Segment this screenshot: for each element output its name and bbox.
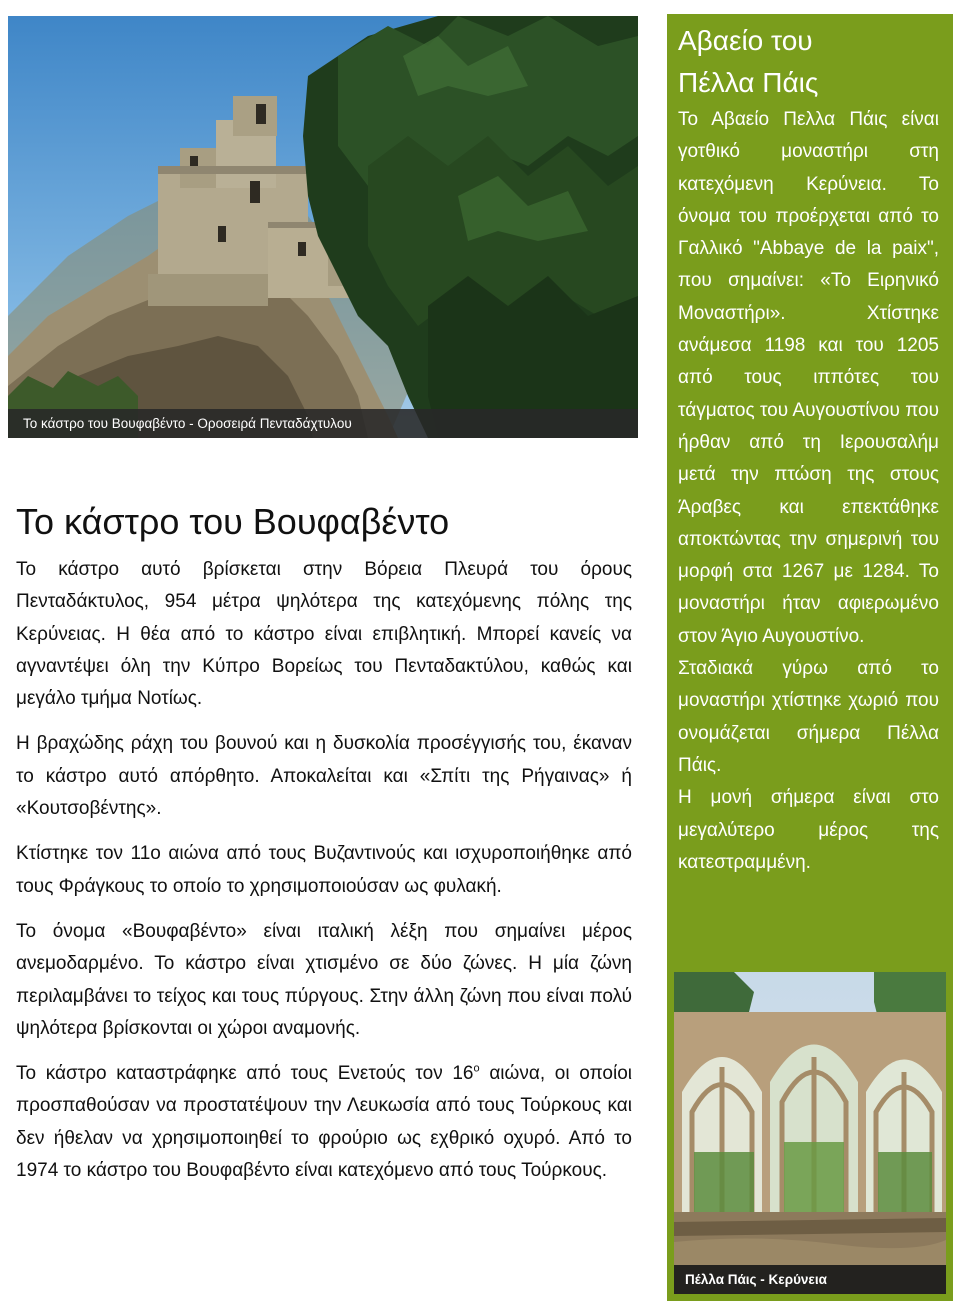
abbey-photo: [674, 972, 946, 1294]
sidebar-title: [667, 14, 953, 104]
article-paragraph-1: Το κάστρο αυτό βρίσκεται στην Βόρεια Πλευρά του όρους Πενταδάκτυλος, 954 μέτρα ψηλότερα της κατεχόμενης πόλης της Κερύνειας. Η θέα από το κάστρο είναι επιβλητική. Μπορεί κανείς να αγναντέψει όλη την Κύπρο Βορείως του Πενταδακτύλου, καθώς και μεγάλο τμήμα Νοτίως.: [16, 559, 632, 710]
article-title: Το κάστρο του Βουφαβέντο: [16, 501, 450, 542]
article-paragraph-3: Κτίστηκε τον 11ο αιώνα από τους Βυζαντινούς και ισχυροποιήθηκε από τους Φράγκους το οποίο το χρησιμοποιούσαν ως φυλακή.: [16, 843, 632, 897]
abbey-sidebar: [667, 14, 953, 1301]
sidebar-paragraph-3: Η μονή σήμερα είναι στο μεγαλύτερο μέρος της κατεστραμμένη.: [678, 787, 939, 873]
article-paragraph-2: Η βραχώδης ράχη του βουνού και η δυσκολία προσέγγισής του, έκαναν το κάστρο αυτό απόρθητο. Αποκαλείται και «Σπίτι της Ρήγαινας» ή «Κουτσοβέντης».: [16, 733, 632, 820]
article-paragraph-5-start: Το κάστρο καταστράφηκε από τους Ενετούς τον 16: [16, 1063, 474, 1085]
article-paragraph-5-end: αιώνα, οι οποίοι προσπαθούσαν να προστατέψουν την Λευκωσία από τους Τούρκους και δεν ήθελαν να χρησιμοποιηθεί το φρούριο ως εχθρικό οχυρό. Από το 1974 το κάστρο του Βουφαβέντο είναι κατεχόμενο από τους Τούρκους.: [16, 1063, 632, 1182]
sidebar-paragraph-2: Σταδιακά γύρω από το μοναστήρι χτίστηκε χωριό που ονομάζεται σήμερα Πέλλα Πάις.: [678, 658, 939, 776]
article-paragraph-5: [16, 1058, 632, 1187]
sidebar-title-line-1: Αβαείο του: [678, 25, 813, 56]
castle-photo: [8, 16, 638, 438]
sidebar-text: [667, 104, 953, 879]
castle-illustration: [8, 16, 638, 438]
abbey-photo-caption: Πέλλα Πάις - Κερύνεια: [674, 1265, 946, 1294]
ordinal-superscript: ο: [473, 1062, 480, 1075]
sidebar-paragraph-1: Το Αβαείο Πελλα Πάις είναι γοτθικό μοναστήρι στη κατεχόμενη Κερύνεια. Το όνομα του προέρχεται από το Γαλλικό "Abbaye de la paix", που σημαίνει: «Το Ειρηνικό Μοναστήρι». Χτίστηκε ανάμεσα 1198 και του 1205 από τους ιππότες του τάγματος του Αυγουστίνου που ήρθαν από τη Ιερουσαλήμ μετά την πτώση της στους Άραβες και επεκτάθηκε αποκτώντας την σημερινή του μορφή στα 1267 με 1284. Το μοναστήρι ήταν αφιερωμένο στον Άγιο Αυγουστίνο.: [678, 109, 939, 647]
article-paragraph-4: Το όνομα «Βουφαβέντο» είναι ιταλική λέξη που σημαίνει μέρος ανεμοδαρμένο. Το κάστρο είναι χτισμένο σε δύο ζώνες. Η μία ζώνη περιλαμβάνει το τείχος και τους πύργους. Στην άλλη ζώνη που είναι πολύ ψηλότερα βρίσκονται οι χώροι αναμονής.: [16, 920, 632, 1039]
sidebar-title-line-2: Πέλλα Πάις: [678, 67, 819, 98]
castle-article: [16, 500, 632, 1200]
castle-photo-caption: Το κάστρο του Βουφαβέντο - Οροσειρά Πενταδάχτυλου: [8, 409, 638, 438]
abbey-illustration: [674, 972, 946, 1294]
